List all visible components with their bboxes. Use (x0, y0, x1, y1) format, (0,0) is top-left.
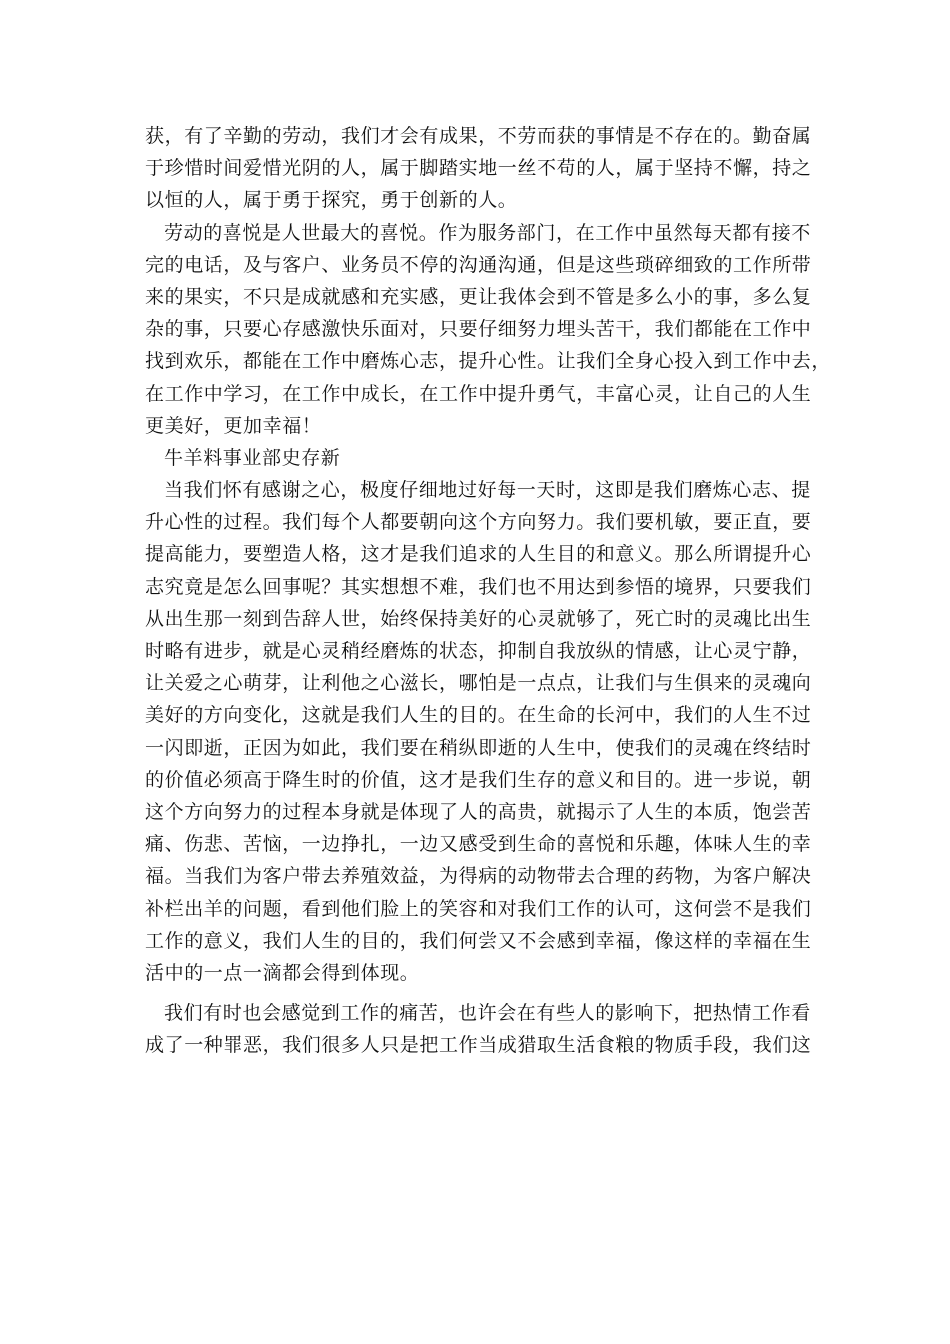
text-line: 痛、伤悲、苦恼，一边挣扎，一边又感受到生命的喜悦和乐趣，体味人生的幸 (145, 833, 812, 856)
text-line: 从出生那一刻到告辞人世，始终保持美好的心灵就够了，死亡时的灵魂比出生 (145, 607, 812, 630)
paragraph-start-line: 劳动的喜悦是人世最大的喜悦。作为服务部门，在工作中虽然每天都有接不 (164, 221, 811, 244)
text-line: 活中的一点一滴都会得到体现。 (145, 961, 420, 984)
text-line: 时略有进步，就是心灵稍经磨炼的状态，抑制自我放纵的情感，让心灵宁静， (145, 640, 812, 662)
text-line: 杂的事，只要心存感激快乐面对，只要仔细努力埋头苦干，我们都能在工作中 (145, 318, 812, 341)
author-byline: 牛羊料事业部史存新 (164, 446, 341, 469)
text-line: 成了一种罪恶，我们很多人只是把工作当成猎取生活食粮的物质手段，我们这 (145, 1034, 812, 1057)
paragraph-start-line: 当我们怀有感谢之心，极度仔细地过好每一天时，这即是我们磨炼心志、提 (164, 479, 811, 502)
text-line: 升心性的过程。我们每个人都要朝向这个方向努力。我们要机敏，要正直，要 (145, 511, 812, 534)
text-line: 这个方向努力的过程本身就是体现了人的高贵，就揭示了人生的本质，饱尝苦 (145, 800, 812, 823)
text-line: 来的果实，不只是成就感和充实感，更让我体会到不管是多么小的事，多么复 (145, 285, 812, 308)
text-line: 福。当我们为客户带去养殖效益，为得病的动物带去合理的药物，为客户解决 (145, 865, 812, 888)
text-line: 美好的方向变化，这就是我们人生的目的。在生命的长河中，我们的人生不过 (145, 704, 812, 727)
text-line: 让关爱之心萌芽，让利他之心滋长，哪怕是一点点，让我们与生俱来的灵魂向 (145, 672, 812, 695)
text-line: 更美好，更加幸福！ (145, 414, 322, 437)
text-line: 以恒的人，属于勇于探究，勇于创新的人。 (145, 189, 518, 212)
text-line: 的价值必须高于降生时的价值，这才是我们生存的意义和目的。进一步说，朝 (145, 768, 812, 791)
text-line: 志究竟是怎么回事呢？其实想想不难，我们也不用达到参悟的境界，只要我们 (145, 575, 812, 598)
text-line: 完的电话，及与客户、业务员不停的沟通沟通，但是这些琐碎细致的工作所带 (145, 253, 812, 276)
paragraph-start-line: 我们有时也会感觉到工作的痛苦，也许会在有些人的影响下，把热情工作看 (164, 1002, 811, 1025)
text-line: 补栏出羊的问题，看到他们脸上的笑容和对我们工作的认可，这何尝不是我们 (145, 897, 812, 920)
text-line: 在工作中学习，在工作中成长，在工作中提升勇气，丰富心灵，让自己的人生 (145, 382, 812, 405)
document-body (145, 120, 832, 1061)
text-line: 一闪即逝，正因为如此，我们要在稍纵即逝的人生中，使我们的灵魂在终结时 (145, 736, 812, 759)
text-line: 找到欢乐，都能在工作中磨炼心志，提升心性。让我们全身心投入到工作中去， (145, 350, 832, 373)
text-line: 获，有了辛勤的劳动，我们才会有成果，不劳而获的事情是不存在的。勤奋属 (145, 125, 812, 147)
text-line: 于珍惜时间爱惜光阴的人，属于脚踏实地一丝不苟的人，属于坚持不懈，持之 (145, 157, 812, 180)
text-line: 工作的意义，我们人生的目的，我们何尝又不会感到幸福，像这样的幸福在生 (145, 929, 812, 952)
text-line: 提高能力，要塑造人格，这才是我们追求的人生目的和意义。那么所谓提升心 (145, 543, 812, 566)
